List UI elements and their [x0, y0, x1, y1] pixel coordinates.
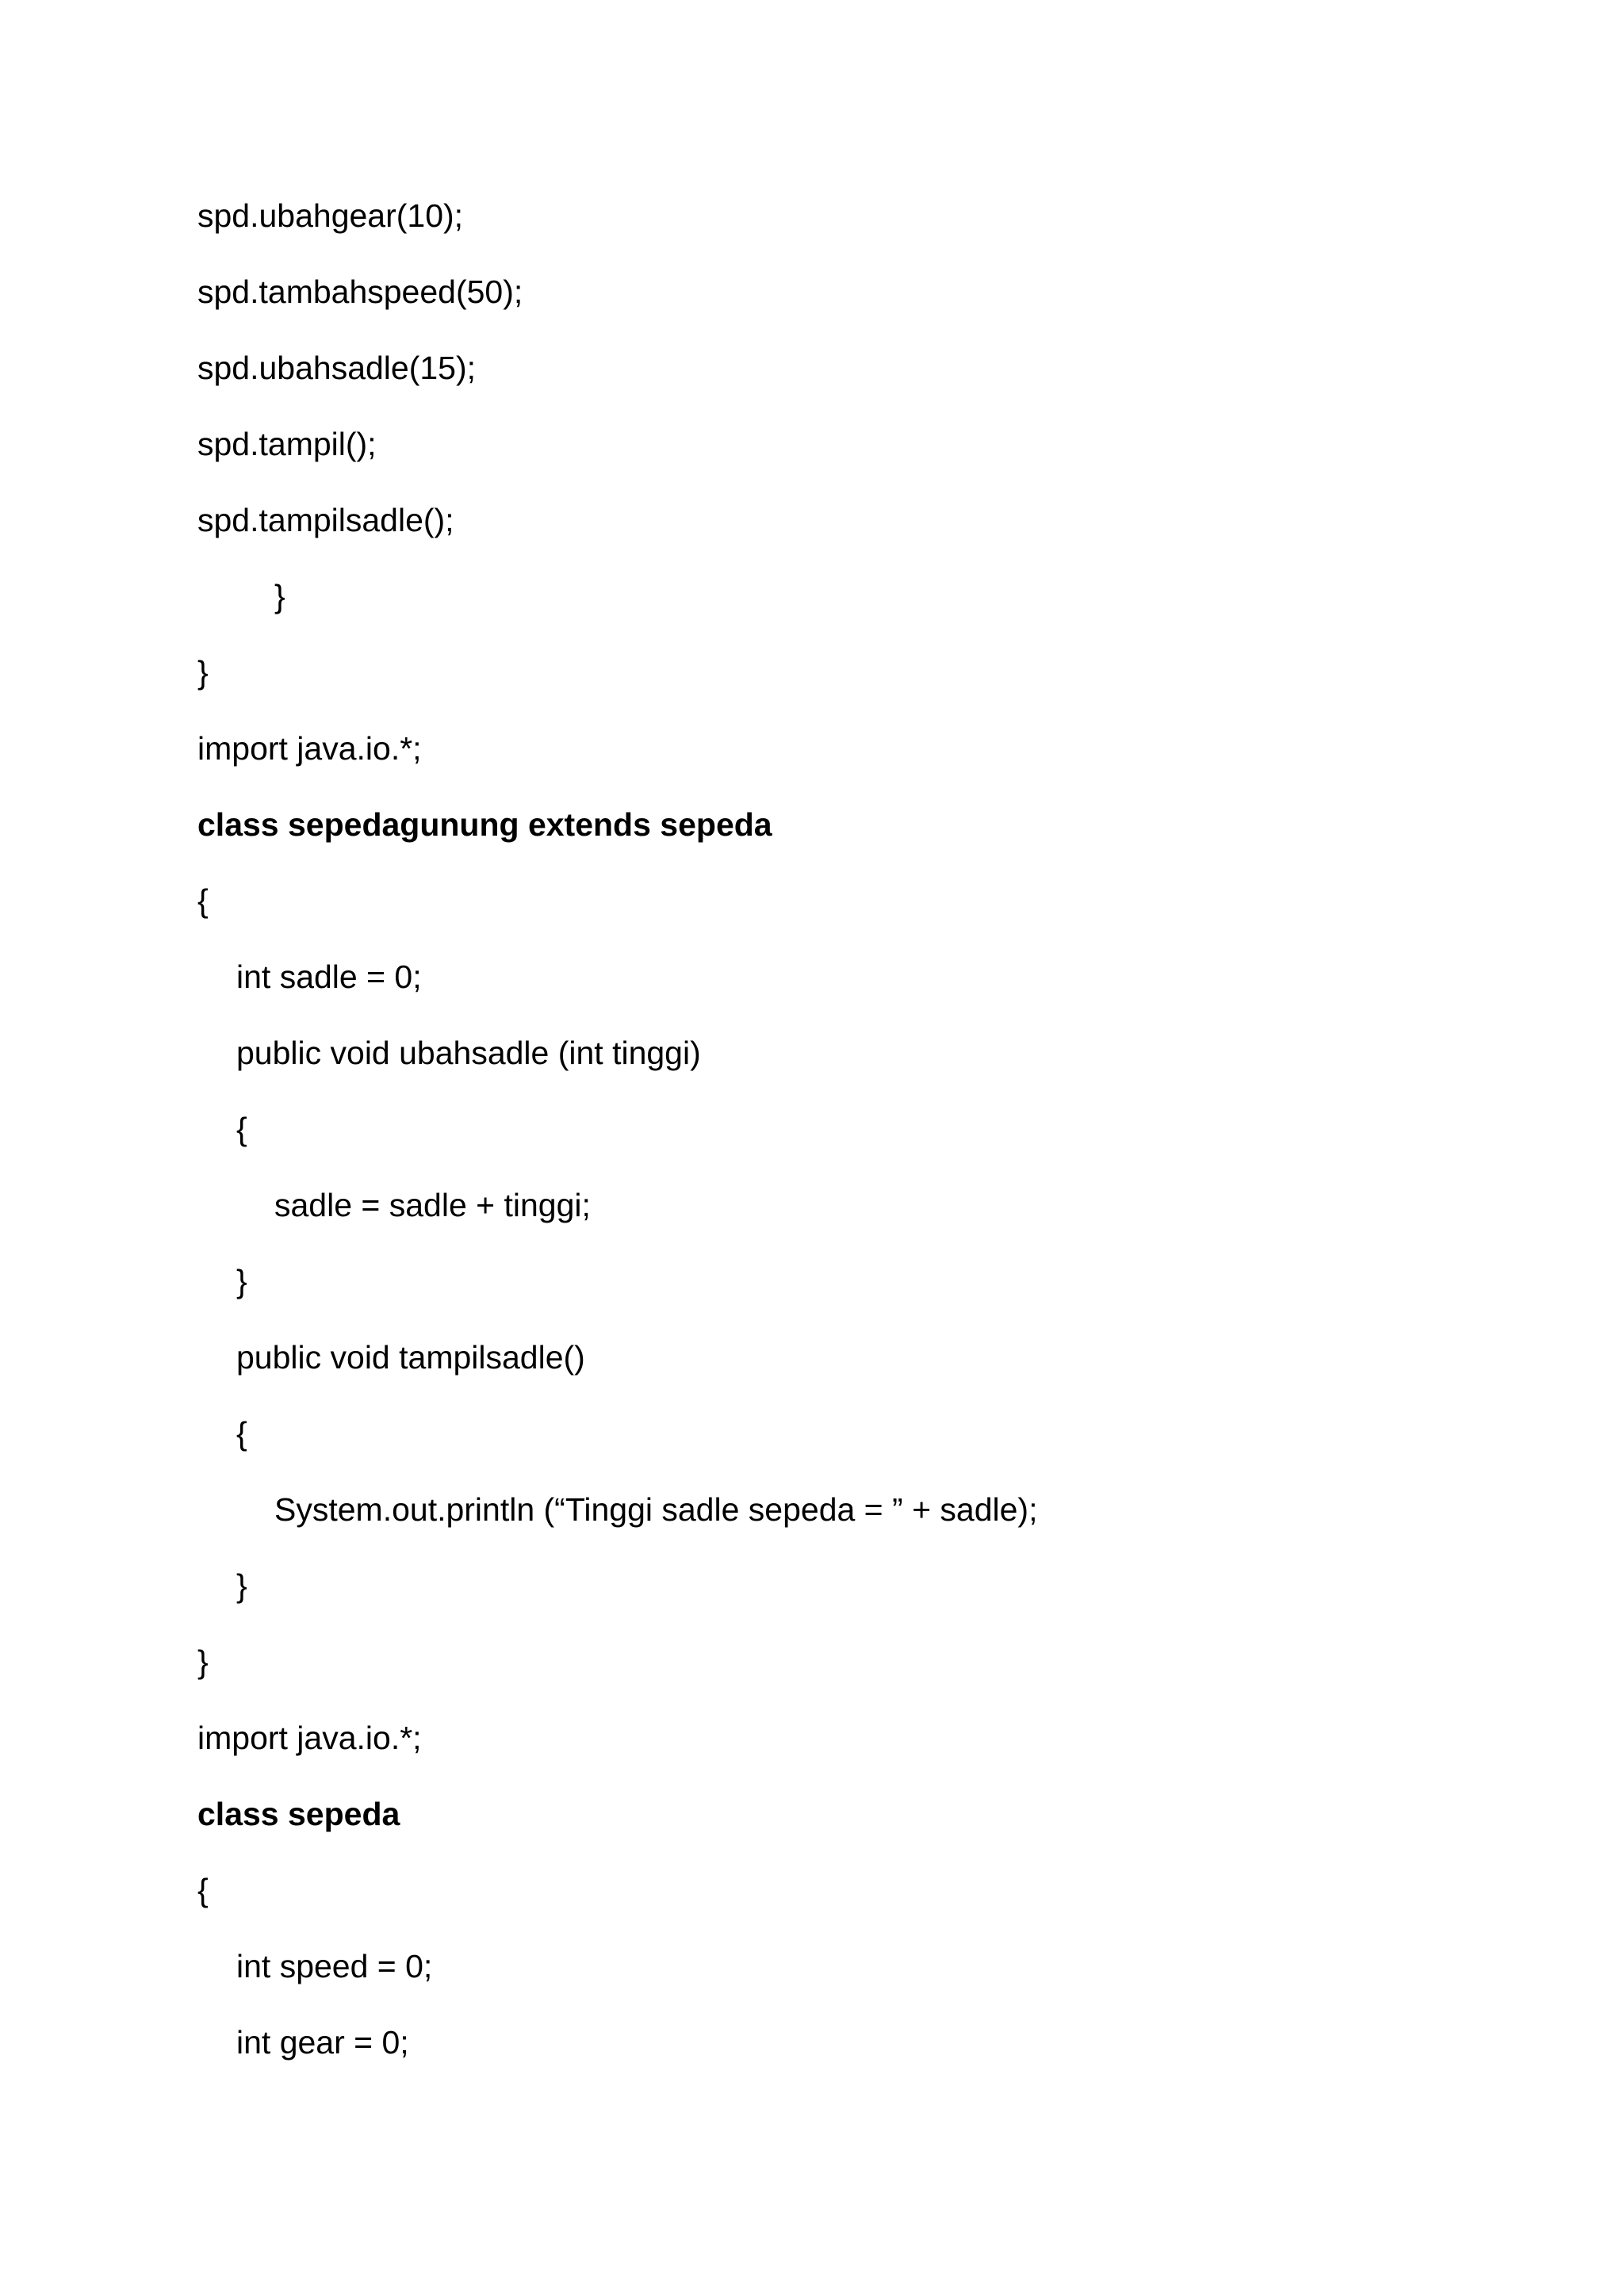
class-declaration-sepedagunung: class sepedagunung extends sepeda [197, 806, 772, 843]
method-declaration: public void ubahsadle (int tinggi) [236, 1035, 701, 1071]
opening-brace: { [197, 1872, 209, 1908]
code-line: spd.tampil(); [197, 426, 377, 462]
code-line: spd.tambahspeed(50); [197, 274, 523, 310]
code-line: spd.ubahgear(10); [197, 197, 464, 234]
closing-brace: } [274, 578, 285, 614]
code-line: int gear = 0; [236, 2024, 409, 2061]
class-declaration-sepeda: class sepeda [197, 1796, 400, 1832]
opening-brace: { [236, 1111, 247, 1147]
import-statement: import java.io.*; [197, 1720, 422, 1756]
code-line: int sadle = 0; [236, 959, 422, 995]
closing-brace: } [197, 1644, 209, 1680]
code-line: int speed = 0; [236, 1948, 433, 1984]
opening-brace: { [197, 882, 209, 919]
code-line: spd.ubahsadle(15); [197, 350, 477, 386]
closing-brace: } [236, 1567, 247, 1604]
code-line: sadle = sadle + tinggi; [274, 1187, 591, 1223]
code-line: System.out.println (“Tinggi sadle sepeda = ” + sadle); [274, 1491, 1038, 1528]
closing-brace: } [197, 654, 209, 691]
opening-brace: { [236, 1415, 247, 1452]
import-statement: import java.io.*; [197, 730, 422, 767]
code-line: spd.tampilsadle(); [197, 502, 454, 538]
closing-brace: } [236, 1263, 247, 1299]
method-declaration: public void tampilsadle() [236, 1339, 585, 1376]
